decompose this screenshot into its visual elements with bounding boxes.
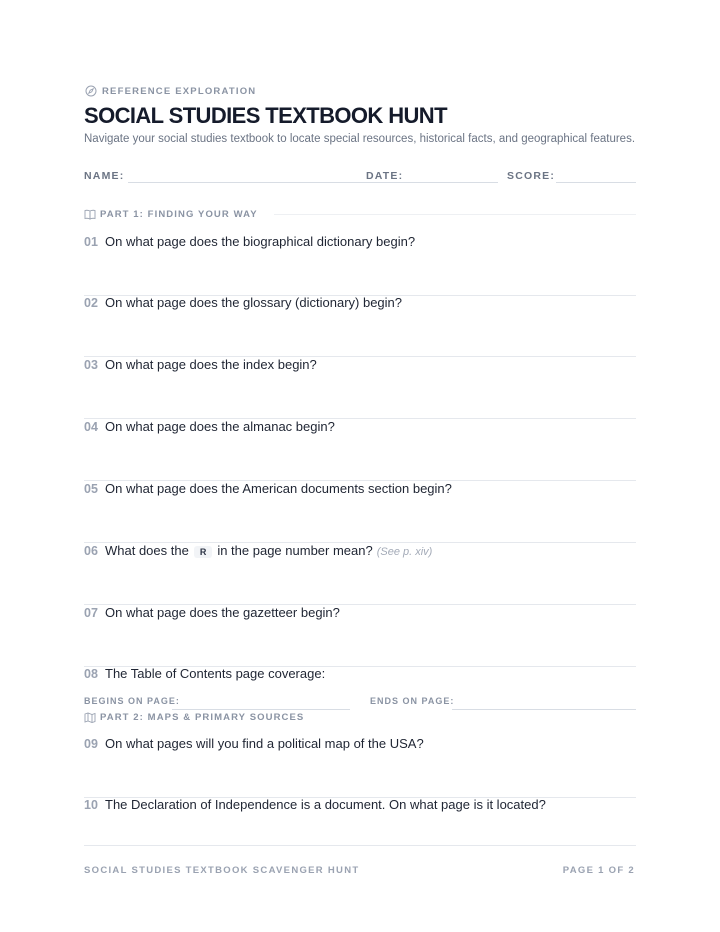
question-text: On what page does the glossary (dictionary) begin?	[105, 295, 403, 310]
name-label: NAME:	[84, 170, 125, 182]
compass-icon	[85, 85, 97, 97]
question-text: On what page does the biographical dictionary begin?	[105, 234, 416, 249]
footer-title: SOCIAL STUDIES TEXTBOOK SCAVENGER HUNT	[84, 865, 360, 876]
question-hint: (See p. xiv)	[376, 546, 433, 558]
question-text-after: in the page number mean?	[217, 543, 373, 558]
eyebrow-label: REFERENCE EXPLORATION	[102, 85, 257, 97]
begins-on-page-field[interactable]	[172, 709, 350, 710]
question-text: The Declaration of Independence is a document. On what page is it located?	[105, 797, 546, 812]
question-02[interactable]	[84, 295, 636, 357]
question-03[interactable]	[84, 357, 636, 419]
page-indicator: PAGE 1 OF 2	[562, 865, 635, 876]
question-number: 04	[84, 420, 98, 434]
begins-on-page-label: BEGINS ON PAGE:	[84, 696, 180, 706]
section-label: PART 2: MAPS & PRIMARY SOURCES	[100, 711, 305, 723]
student-info-row	[84, 168, 636, 184]
question-text-before: What does the	[105, 543, 189, 558]
section-part-2	[84, 711, 636, 723]
name-field[interactable]	[128, 182, 438, 183]
question-09[interactable]	[84, 736, 636, 798]
score-label: SCORE:	[507, 170, 556, 182]
question-text: On what page does the gazetteer begin?	[105, 605, 340, 620]
question-text: On what page does the index begin?	[105, 357, 317, 372]
question-number: 05	[84, 482, 98, 496]
date-field[interactable]	[408, 182, 498, 183]
book-icon	[84, 209, 96, 220]
question-06[interactable]	[84, 543, 636, 605]
page-subtitle: Navigate your social studies textbook to locate special resources, historical facts, and geographical features.	[84, 133, 636, 145]
question-number: 09	[84, 737, 98, 751]
ends-on-page-label: ENDS ON PAGE:	[370, 696, 455, 706]
question-07[interactable]	[84, 605, 636, 667]
question-number: 06	[84, 544, 98, 558]
question-text: On what page does the almanac begin?	[105, 419, 335, 434]
section-divider	[274, 214, 636, 215]
question-number: 01	[84, 235, 98, 249]
footer-divider	[84, 845, 636, 846]
question-01[interactable]	[84, 234, 636, 296]
map-icon	[84, 712, 96, 723]
question-number: 10	[84, 798, 98, 812]
question-number: 07	[84, 606, 98, 620]
question-text: On what page does the American documents section begin?	[105, 481, 452, 496]
section-label: PART 1: FINDING YOUR WAY	[100, 208, 258, 220]
section-part-1	[84, 208, 636, 220]
page-code-badge: R	[194, 546, 213, 558]
question-text: The Table of Contents page coverage:	[105, 666, 326, 681]
question-text: On what pages will you find a political map of the USA?	[105, 736, 424, 751]
date-label: DATE:	[366, 170, 404, 182]
question-05[interactable]	[84, 481, 636, 543]
question-number: 02	[84, 296, 98, 310]
score-field[interactable]	[556, 182, 636, 183]
page-title: SOCIAL STUDIES TEXTBOOK HUNT	[84, 103, 447, 128]
question-number: 03	[84, 358, 98, 372]
question-number: 08	[84, 667, 98, 681]
eyebrow	[85, 85, 256, 97]
ends-on-page-field[interactable]	[452, 709, 636, 710]
question-10[interactable]	[84, 797, 636, 843]
question-04[interactable]	[84, 419, 636, 481]
